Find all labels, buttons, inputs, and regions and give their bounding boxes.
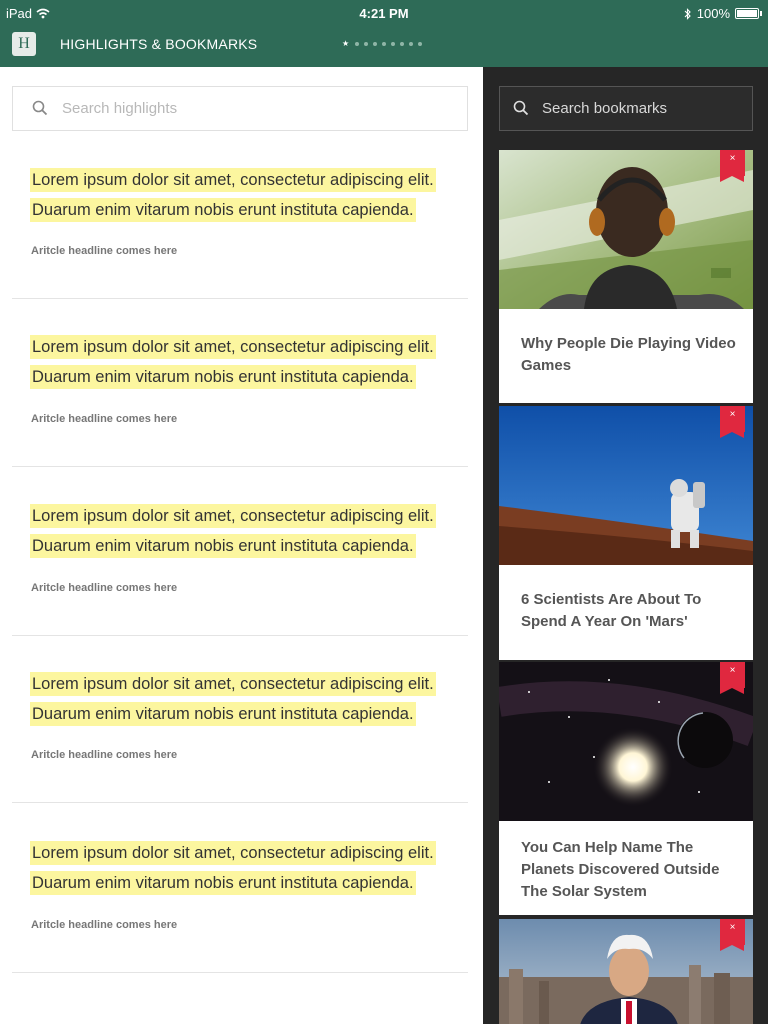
page-dot[interactable] [391,42,395,46]
remove-bookmark-button[interactable]: × [720,406,745,432]
highlight-quote[interactable]: Lorem ipsum dolor sit amet, consectetur adipiscing elit. Duarum enim vitarum nobis erunt instituta capienda. [30,669,436,729]
bookmark-image-man-portrait-city[interactable] [499,919,753,1024]
app-logo[interactable]: H [12,32,36,56]
highlight-item[interactable] [12,148,468,299]
page-dot-current[interactable]: ★ [342,39,350,48]
search-icon [513,100,529,116]
highlights-search-placeholder[interactable]: Search highlights [62,100,178,117]
highlight-source[interactable]: Aritcle headline comes here [31,749,178,761]
bookmark-card[interactable] [499,919,753,1024]
top-bar [0,0,768,67]
page-dot[interactable] [418,42,422,46]
bookmark-image-astronaut-on-mars[interactable] [499,406,753,565]
battery-icon [735,8,759,19]
status-bar [0,0,768,26]
highlight-quote[interactable]: Lorem ipsum dolor sit amet, consectetur adipiscing elit. Duarum enim vitarum nobis erunt instituta capienda. [30,165,436,225]
bookmark-title[interactable]: Why People Die Playing Video Games [521,335,736,374]
page-dot[interactable] [355,42,359,46]
bookmark-card[interactable] [499,406,753,660]
page-dot[interactable] [409,42,413,46]
highlight-source[interactable]: Aritcle headline comes here [31,582,178,594]
status-time: 4:21 PM [359,6,409,21]
device-label: iPad [6,6,33,21]
bookmarks-search[interactable] [499,86,753,131]
bluetooth-icon [684,8,692,20]
bookmarks-search-placeholder[interactable]: Search bookmarks [542,100,668,117]
page-dot[interactable] [364,42,368,46]
search-icon [32,100,48,116]
bookmark-title[interactable]: 6 Scientists Are About To Spend A Year On 'Mars' [521,591,702,630]
bookmark-title[interactable]: You Can Help Name The Planets Discovered Outside The Solar System [521,839,720,900]
highlight-item[interactable] [12,299,468,467]
bookmark-image-boy-with-headphones[interactable] [499,150,753,309]
battery-cap [760,11,762,16]
battery-percent: 100% [696,6,730,21]
highlight-item[interactable] [12,803,468,973]
page-dot[interactable] [400,42,404,46]
remove-bookmark-button[interactable]: × [720,919,745,945]
highlights-search[interactable] [12,86,468,131]
highlight-quote[interactable]: Lorem ipsum dolor sit amet, consectetur adipiscing elit. Duarum enim vitarum nobis erunt instituta capienda. [30,332,436,392]
remove-bookmark-button[interactable]: × [720,662,745,688]
highlight-source[interactable]: Aritcle headline comes here [31,245,178,257]
bookmark-card[interactable] [499,662,753,915]
highlights-pane [0,67,483,1024]
page-dot[interactable] [382,42,386,46]
page-title: HIGHLIGHTS & BOOKMARKS [60,36,258,52]
bookmark-image-star-and-planet[interactable] [499,662,753,821]
page-indicator[interactable] [342,41,422,47]
highlight-item[interactable] [12,636,468,803]
highlight-quote[interactable]: Lorem ipsum dolor sit amet, consectetur adipiscing elit. Duarum enim vitarum nobis erunt instituta capienda. [30,501,436,561]
bookmarks-pane [483,67,768,1024]
bookmark-card[interactable] [499,150,753,403]
page-dot[interactable] [373,42,377,46]
highlight-quote[interactable]: Lorem ipsum dolor sit amet, consectetur adipiscing elit. Duarum enim vitarum nobis erunt instituta capienda. [30,838,436,898]
highlight-source[interactable]: Aritcle headline comes here [31,413,178,425]
highlight-item[interactable] [12,467,468,636]
highlight-source[interactable]: Aritcle headline comes here [31,919,178,931]
remove-bookmark-button[interactable]: × [720,150,745,176]
